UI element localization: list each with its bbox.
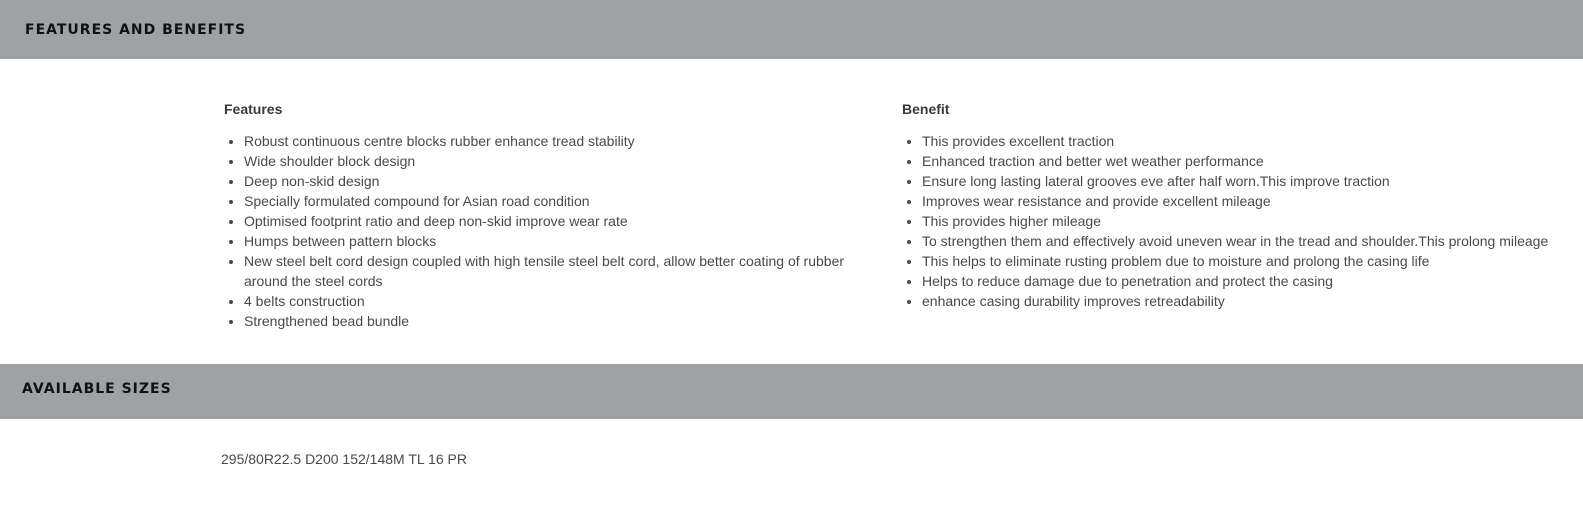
list-item: • Humps between pattern blocks xyxy=(244,231,864,251)
list-item: • Robust continuous centre blocks rubber enhance tread stability xyxy=(244,131,864,151)
list-item: • Strengthened bead bundle xyxy=(244,311,864,331)
list-item: • enhance casing durability improves retreadability xyxy=(922,291,1572,311)
list-item: • Improves wear resistance and provide excellent mileage xyxy=(922,191,1572,211)
list-item: • Wide shoulder block design xyxy=(244,151,864,171)
features-heading: Features xyxy=(224,101,283,117)
section-title: FEATURES AND BENEFITS xyxy=(25,22,247,38)
list-item: • This provides higher mileage xyxy=(922,211,1572,231)
list-item: • Deep non-skid design xyxy=(244,171,864,191)
list-item: • 4 belts construction xyxy=(244,291,864,311)
benefits-column xyxy=(902,101,1572,311)
list-item: • Optimised footprint ratio and deep non-skid improve wear rate xyxy=(244,211,864,231)
section-title: AVAILABLE SIZES xyxy=(22,381,172,397)
list-item: • This helps to eliminate rusting problem due to moisture and prolong the casing life xyxy=(922,251,1572,271)
features-and-benefits-header xyxy=(0,0,1583,59)
benefits-list xyxy=(902,131,1572,311)
benefits-heading: Benefit xyxy=(902,101,950,117)
list-item: • Enhanced traction and better wet weather performance xyxy=(922,151,1572,171)
list-item: • Helps to reduce damage due to penetration and protect the casing xyxy=(922,271,1572,291)
features-column xyxy=(224,101,864,331)
list-item: • Specially formulated compound for Asian road condition xyxy=(244,191,864,211)
features-list xyxy=(224,131,864,331)
list-item: • New steel belt cord design coupled with high tensile steel belt cord, allow better coating of rubber around the steel cords xyxy=(244,251,864,291)
list-item: • To strengthen them and effectively avoid uneven wear in the tread and shoulder.This prolong mileage xyxy=(922,231,1572,251)
list-item: • This provides excellent traction xyxy=(922,131,1572,151)
available-sizes-header xyxy=(0,364,1583,419)
list-item: • Ensure long lasting lateral grooves eve after half worn.This improve traction xyxy=(922,171,1572,191)
tire-size: 295/80R22.5 D200 152/148M TL 16 PR xyxy=(221,451,467,467)
